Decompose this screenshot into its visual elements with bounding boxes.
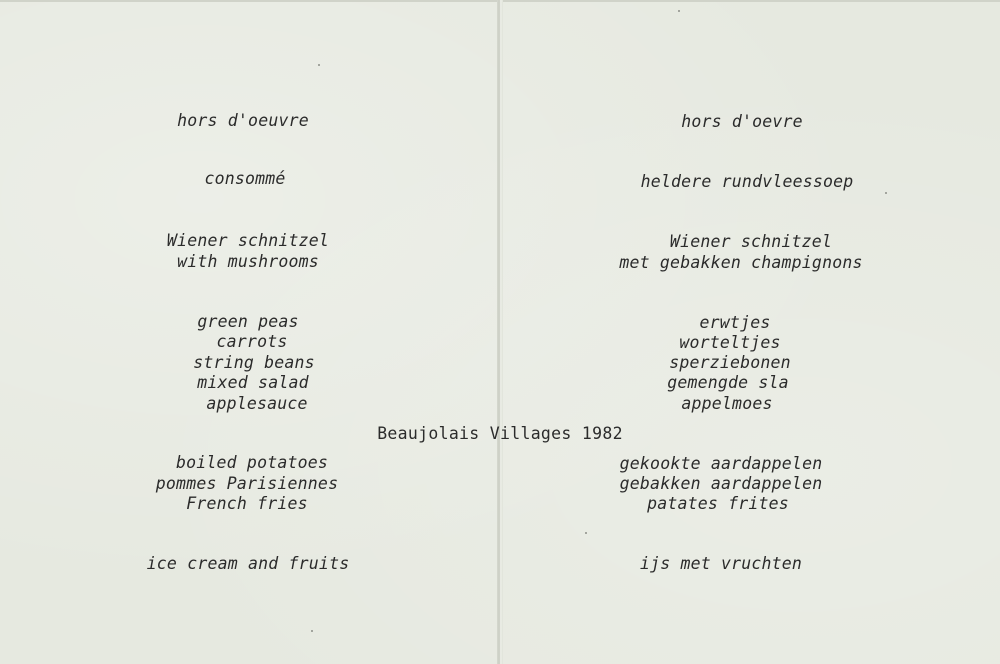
menu-item-potato: French fries — [186, 494, 308, 513]
menu-item-soup: heldere rundvleessoep — [640, 172, 854, 191]
wine-line: Beaujolais Villages 1982 — [377, 424, 623, 443]
menu-item-vegetable: gemengde sla — [667, 373, 789, 392]
menu-item-potato: patates frites — [647, 494, 789, 513]
menu-item-vegetable: carrots — [216, 332, 288, 351]
menu-item-hors-doeuvre: hors d'oevre — [681, 112, 803, 131]
menu-item-vegetable: sperziebonen — [669, 353, 791, 372]
menu-item-potato: boiled potatoes — [175, 453, 329, 472]
menu-panel-english — [0, 0, 497, 664]
menu-item-potato: gekookte aardappelen — [619, 454, 823, 473]
menu-panel-dutch — [503, 0, 1000, 664]
menu-item-main-line-1: Wiener schnitzel — [669, 232, 833, 251]
menu-item-vegetable: green peas — [197, 312, 299, 331]
menu-item-vegetable: appelmoes — [681, 394, 773, 413]
menu-item-vegetable: mixed salad — [197, 373, 309, 392]
paper-speck — [885, 192, 887, 194]
menu-item-dessert: ice cream and fruits — [146, 554, 350, 573]
menu-item-main-line-2: with mushrooms — [177, 252, 319, 271]
menu-item-vegetable: string beans — [193, 353, 315, 372]
paper-speck — [318, 64, 320, 66]
menu-item-potato: pommes Parisiennes — [155, 474, 339, 493]
menu-item-dessert: ijs met vruchten — [639, 554, 803, 573]
menu-item-vegetable: erwtjes — [699, 313, 771, 332]
paper-speck — [678, 10, 680, 12]
paper-speck — [311, 630, 313, 632]
menu-item-vegetable: worteltjes — [679, 333, 781, 352]
menu-item-soup: consommé — [204, 169, 286, 188]
menu-item-main-line-1: Wiener schnitzel — [166, 231, 330, 250]
menu-item-main-line-2: met gebakken champignons — [619, 253, 863, 272]
paper-speck — [585, 532, 587, 534]
menu-item-hors-doeuvre: hors d'oeuvre — [177, 111, 309, 130]
menu-item-potato: gebakken aardappelen — [619, 474, 823, 493]
menu-item-vegetable: applesauce — [206, 394, 308, 413]
